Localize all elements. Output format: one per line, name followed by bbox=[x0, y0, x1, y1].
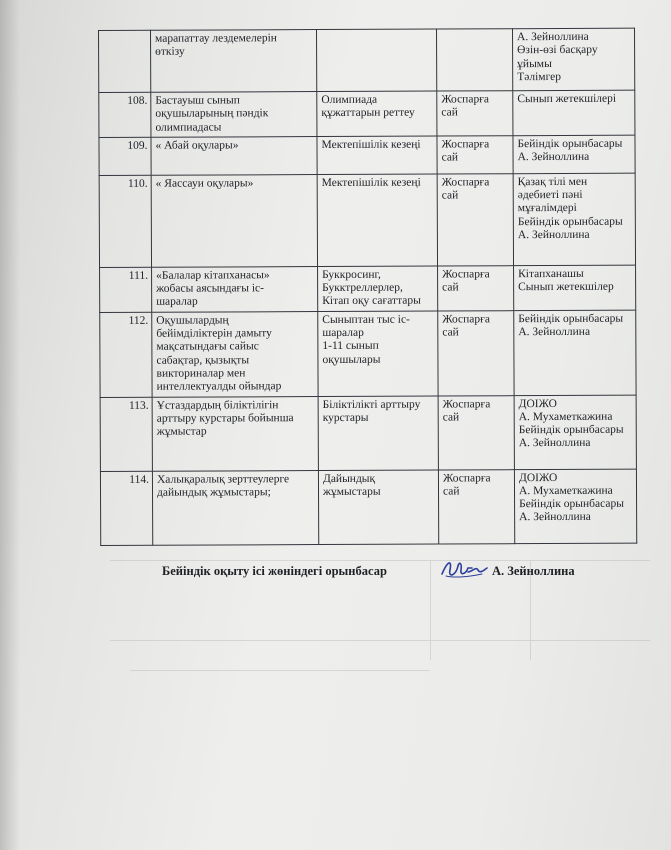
event-cell: « Абай оқулары» bbox=[151, 136, 317, 175]
table-row bbox=[99, 135, 635, 175]
show-through-ghost bbox=[110, 560, 670, 850]
date-cell: Жоспарға сай bbox=[437, 91, 513, 136]
event-cell: « Яассауи оқулары» bbox=[151, 174, 317, 267]
form-cell: Мектепішілік кезеңі bbox=[317, 174, 437, 267]
table-row bbox=[99, 28, 635, 92]
event-cell: Ұстаздардың біліктілігін арттыру курстары бойынша жұмыстар bbox=[152, 396, 318, 471]
table-row bbox=[99, 173, 635, 267]
responsible-cell: Сынып жетекшілері bbox=[513, 90, 635, 135]
responsible-cell: А. Зейноллина Өзін-өзі басқару ұйымы Тәлімгер bbox=[512, 28, 634, 91]
responsible-cell: Кітапханашы Сынып жетекшілер bbox=[514, 265, 636, 310]
signatory-title: Бейіндік оқыту ісі жөніндегі орынбасар bbox=[162, 564, 387, 578]
form-cell: Олимпиада құжаттарын реттеу bbox=[317, 91, 437, 136]
date-cell: Жоспарға сай bbox=[437, 174, 513, 266]
date-cell: Жоспарға сай bbox=[438, 310, 514, 395]
signatory-name: А. Зейноллина bbox=[492, 564, 575, 578]
signature-footer bbox=[162, 564, 602, 586]
table-row bbox=[99, 90, 635, 137]
row-number bbox=[99, 30, 151, 92]
page-edge-shadow bbox=[0, 0, 20, 850]
responsible-cell: Бейіндік орынбасары А. Зейноллина bbox=[514, 310, 636, 395]
date-cell: Жоспарға сай bbox=[438, 266, 514, 311]
form-cell: Буккросинг, Букктреллерлер, Кітап оқу сағаттары bbox=[318, 266, 438, 311]
row-number: 109. bbox=[99, 137, 151, 175]
event-cell: марапаттау лездемелерін өткізу bbox=[151, 30, 317, 93]
form-cell: Дайындық жұмыстары bbox=[318, 470, 438, 545]
table-row bbox=[100, 265, 636, 312]
row-number: 111. bbox=[100, 267, 152, 312]
event-cell: Халықаралық зерттеулерге дайындық жұмыстары; bbox=[152, 470, 318, 545]
row-number: 108. bbox=[99, 92, 151, 137]
event-cell: «Балалар кітапханасы» жобасы аясындағы іс- шаралар bbox=[152, 266, 318, 312]
responsible-cell: Қазақ тілі мен әдебиеті пәні мұғалімдері Бейіндік орынбасары А. Зейноллина bbox=[513, 173, 635, 266]
responsible-cell: ДОІЖО А. Мухаметкажина Бейіндік орынбасары А. Зейноллина bbox=[514, 469, 636, 544]
form-cell: Мектепішілік кезеңі bbox=[317, 136, 437, 175]
date-cell bbox=[436, 29, 512, 91]
date-cell: Жоспарға сай bbox=[438, 395, 514, 469]
handwritten-signature bbox=[438, 556, 490, 582]
table-row bbox=[100, 395, 636, 471]
date-cell: Жоспарға сай bbox=[438, 469, 514, 543]
row-number: 114. bbox=[100, 471, 152, 545]
form-cell bbox=[317, 29, 437, 92]
responsible-cell: ДОІЖО А. Мухаметкажина Бейіндік орынбасары А. Зейноллина bbox=[514, 395, 636, 470]
row-number: 113. bbox=[100, 397, 152, 471]
table-row bbox=[100, 310, 636, 397]
event-cell: Бастауыш сынып оқушыларының пәндік олимпиадасы bbox=[151, 92, 317, 138]
event-cell: Оқушылардың бейімділіктерін дамыту мақсатындағы сайыс сабақтар, қызықты викториналар мен интеллектуалды ойындар bbox=[152, 311, 318, 397]
form-cell: Біліктілікті арттыру курстары bbox=[318, 396, 438, 471]
responsible-cell: Бейіндік орынбасары А. Зейноллина bbox=[513, 135, 635, 174]
row-number: 110. bbox=[99, 175, 151, 267]
table-row bbox=[100, 469, 636, 545]
form-cell: Сыныптан тыс іс- шаралар 1-11 сынып оқушылары bbox=[318, 311, 438, 396]
date-cell: Жоспарға сай bbox=[437, 136, 513, 174]
row-number: 112. bbox=[100, 312, 152, 397]
plan-table bbox=[98, 28, 637, 546]
